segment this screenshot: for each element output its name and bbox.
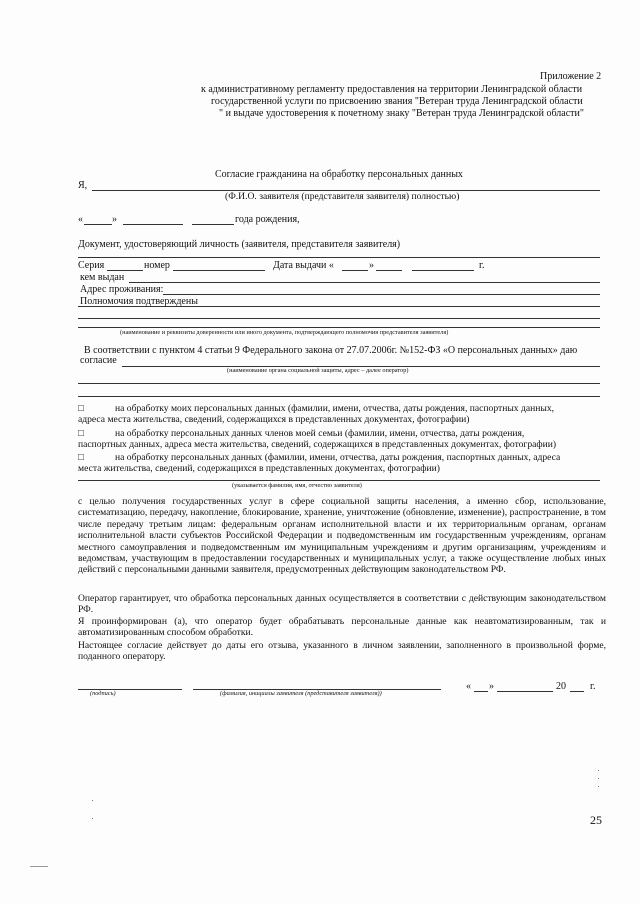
person-line[interactable] <box>78 480 600 481</box>
sign-date-close: » <box>489 681 494 692</box>
series-label: Серия <box>78 260 105 271</box>
informed-paragraph: Я проинформирован (а), что оператор будет обрабатывать персональные данные как неавтоматизированным, так и автоматизированным способом обработки. <box>78 616 606 639</box>
fio-caption: (Ф.И.О. заявителя (представителя заявителя) полностью) <box>225 191 460 202</box>
appendix-line-1: к административному регламенту предоставления на территории Ленинградской области <box>201 84 583 95</box>
powers-line-3[interactable] <box>78 327 600 328</box>
guarantee-paragraph: Оператор гарантирует, что обработка персональных данных осуществляется в соответствии с действующим законодательством РФ. <box>78 593 606 616</box>
series-line[interactable] <box>107 270 143 271</box>
powers-line-1[interactable] <box>78 306 600 307</box>
purpose-paragraph: с целью получения государственных услуг в сфере социальной защиты населения, а именно сбор, использование, систематизацию, передачу, накопление, блокирование, хранение, уничтожение (обновление, изменение), распространение, в том числе передачу третьим лицам: федеральным органам исполнительной власти и их территориальным органам, органам исполнительной власти субъектов Российской Федерации и подведомственным им государственным учреждениям, органам местного самоуправления и подведомственным им муниципальным учреждениям и другим организациям, учреждениям и ведомствам, участвующим в предоставлении государственных и муниципальных услуг, а также осуществление любых иных действий с персональными данными заявителя, предусмотренных действующим законодательством РФ. <box>78 496 606 576</box>
option-3-rest: места жительства, сведений, содержащихся в представленных документах, фотографии) <box>78 463 440 474</box>
scan-speck <box>598 770 599 771</box>
birth-day-line[interactable] <box>84 224 112 225</box>
scan-speck <box>92 818 93 819</box>
powers-line-2[interactable] <box>78 318 600 319</box>
operator-caption: (наименование органа социальной защиты, адрес – далее оператор) <box>227 367 409 374</box>
sign-year-prefix: 20 <box>556 681 566 692</box>
signature-caption: (подпись) <box>90 690 116 697</box>
option-3-lead: на обработку персональных данных (фамилии, имени, отчества, даты рождения, паспортных данных, адреса <box>115 452 561 463</box>
issued-by-label: кем выдан <box>80 272 125 283</box>
birth-date-open: « <box>78 214 83 225</box>
document-label: Документ, удостоверяющий личность (заявителя, представителя заявителя) <box>78 239 401 250</box>
option-1-lead: на обработку моих персональных данных (фамилии, имени, отчества, даты рождения, паспортных данных, <box>115 403 555 414</box>
proxy-caption: (наименование и реквизиты доверенности или иного документа, подтверждающего полномочия представителя заявителя) <box>120 329 449 336</box>
number-label: номер <box>144 260 170 271</box>
fio-sign-caption: (фамилия, инициалы заявителя (представителя заявителя)) <box>220 690 382 697</box>
address-label: Адрес проживания: <box>80 284 164 295</box>
document-line[interactable] <box>78 257 600 258</box>
issued-by-line[interactable] <box>129 282 600 283</box>
option-1-rest: адреса места жительства, сведений, содержащихся в представленных документах, фотографии) <box>78 414 470 425</box>
issue-date-label: Дата выдачи « <box>273 260 334 271</box>
option-2-checkbox[interactable]: □ <box>78 428 84 439</box>
validity-paragraph: Настоящее согласие действует до даты его отзыва, указанного в личном заявлении, заполненного в произвольной форме, поданного оператору. <box>78 640 606 663</box>
birth-suffix: года рождения, <box>235 214 300 225</box>
sign-date-open: « <box>466 681 471 692</box>
scan-speck <box>92 800 93 801</box>
option-2-lead: на обработку персональных данных членов моей семьи (фамилии, имени, отчества, даты рождения, <box>115 428 525 439</box>
ya-label: Я, <box>78 180 88 191</box>
option-2-rest: паспортных данных, адреса места жительства, сведений, содержащихся в представленных документах, фотографии) <box>78 439 557 450</box>
page-number: 25 <box>590 813 602 827</box>
scan-mark <box>30 866 48 867</box>
birth-year-line[interactable] <box>192 224 234 225</box>
appendix-title: Приложение 2 <box>540 71 602 82</box>
form-title: Согласие гражданина на обработку персональных данных <box>215 169 463 180</box>
birth-month-line[interactable] <box>123 224 183 225</box>
powers-label: Полномочия подтверждены <box>80 296 198 307</box>
appendix-line-2: государственной услуги по присвоению звания "Ветеран труда Ленинградской области <box>211 96 583 107</box>
birth-date-close: » <box>112 214 117 225</box>
year-suffix: г. <box>479 260 485 271</box>
scan-speck <box>598 786 599 787</box>
person-caption: (указывается фамилия, имя, отчество заявителя) <box>232 482 362 489</box>
number-line[interactable] <box>173 270 265 271</box>
issue-month-line[interactable] <box>376 270 402 271</box>
sign-month-line[interactable] <box>497 691 553 692</box>
issue-year-line[interactable] <box>412 270 474 271</box>
sign-year-suffix: г. <box>590 681 596 692</box>
address-line[interactable] <box>163 294 600 295</box>
scan-speck <box>598 778 599 779</box>
appendix-line-3: " и выдаче удостоверения к почетному знаку "Ветеран труда Ленинградской области" <box>219 108 584 119</box>
option-1-checkbox[interactable]: □ <box>78 403 84 414</box>
law-line-2: согласие <box>80 355 117 366</box>
sign-year-line[interactable] <box>570 691 584 692</box>
option-3-checkbox[interactable]: □ <box>78 452 84 463</box>
issue-date-close: » <box>369 260 374 271</box>
law-line-1: В соответствии с пунктом 4 статьи 9 Федерального закона от 27.07.2006г. №152-ФЗ «О персональных данных» даю <box>84 345 578 356</box>
issue-day-line[interactable] <box>342 270 368 271</box>
operator-line-3[interactable] <box>78 396 600 397</box>
operator-line-2[interactable] <box>78 383 600 384</box>
sign-day-line[interactable] <box>474 691 488 692</box>
